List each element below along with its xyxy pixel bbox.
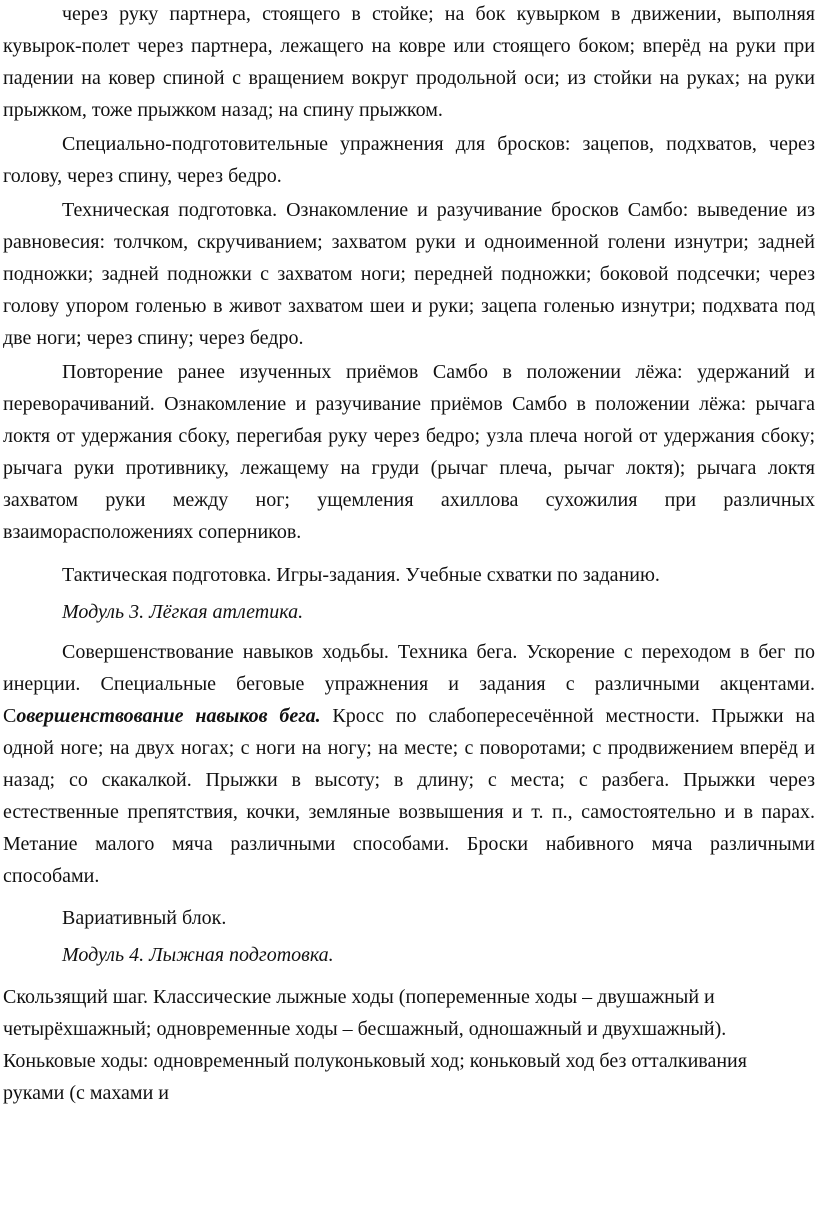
athletics-text-start: Совершенствование навыков ходьбы. Техника бега. Ускорение с переходом в бег по инерции. Специальные беговые упражнения и задания с различными акцентами. С xyxy=(3,641,815,727)
paragraph-ground-techniques: Повторение ранее изученных приёмов Самбо в положении лёжа: удержаний и переворачиваний. Ознакомление и разучивание приёмов Самбо в положении лёжа: рычага локтя от удержания сбоку, перегибая руку через бедро; узла плеча ногой от удержания сбоку; рычага руки противнику, лежащему на груди (рычаг плеча, рычаг локтя); рычага локтя захватом руки между ног; ущемления ахиллова сухожилия при различных взаиморасположениях соперников. xyxy=(3,361,815,543)
athletics-text-end: Кросс по слабопересечённой местности. Прыжки на одной ноге; на двух ногах; с ноги на ногу; на месте; с поворотами; с продвижением вперёд и назад; со скакалкой. Прыжки в высоту; в длину; с места; с разбега. Прыжки через естественные препятствия, кочки, земляные возвышения и т. п., самостоятельно и в парах. Метание малого мяча различными способами. Броски набивного мяча различными способами. xyxy=(3,705,815,887)
paragraph-tactical-training: Тактическая подготовка. Игры-задания. Учебные схватки по заданию. xyxy=(62,564,660,586)
paragraph-athletics xyxy=(0,636,815,892)
paragraph-falls: через руку партнера, стоящего в стойке; на бок кувырком в движении, выполняя кувырок-полет через партнера, лежащего на ковре или стоящего боком; вперёд на руки при падении на ковер спиной с вращением вокруг продольной оси; из стойки на руках; на руки прыжком, тоже прыжком назад; на спину прыжком. xyxy=(3,3,815,121)
paragraph-ski-training: Скользящий шаг. Классические лыжные ходы (попеременные ходы – двушажный и четырёхшажный; одновременные ходы – бесшажный, одношажный и двухшажный). Коньковые ходы: одновременный полуконьковый ход; коньковый ход без отталкивания руками (с махами и xyxy=(3,986,747,1104)
paragraph-technical-training: Техническая подготовка. Ознакомление и разучивание бросков Самбо: выведение из равновесия: толчком, скручиванием; захватом руки и одноименной голени изнутри; задней подножки; задней подножки с захватом ноги; передней подножки; боковой подсечки; через голову упором голенью в живот захватом шеи и руки; зацепа голенью изнутри; подхвата под две ноги; через спину; через бедро. xyxy=(3,199,815,349)
module-4-heading: Модуль 4. Лыжная подготовка. xyxy=(62,944,334,966)
module-3-heading: Модуль 3. Лёгкая атлетика. xyxy=(62,601,304,623)
athletics-emphasis: овершенствование навыков бега. xyxy=(16,705,321,727)
paragraph-special-exercises: Специально-подготовительные упражнения для бросков: зацепов, подхватов, через голову, через спину, через бедро. xyxy=(3,133,815,187)
variative-block-heading: Вариативный блок. xyxy=(62,907,227,929)
